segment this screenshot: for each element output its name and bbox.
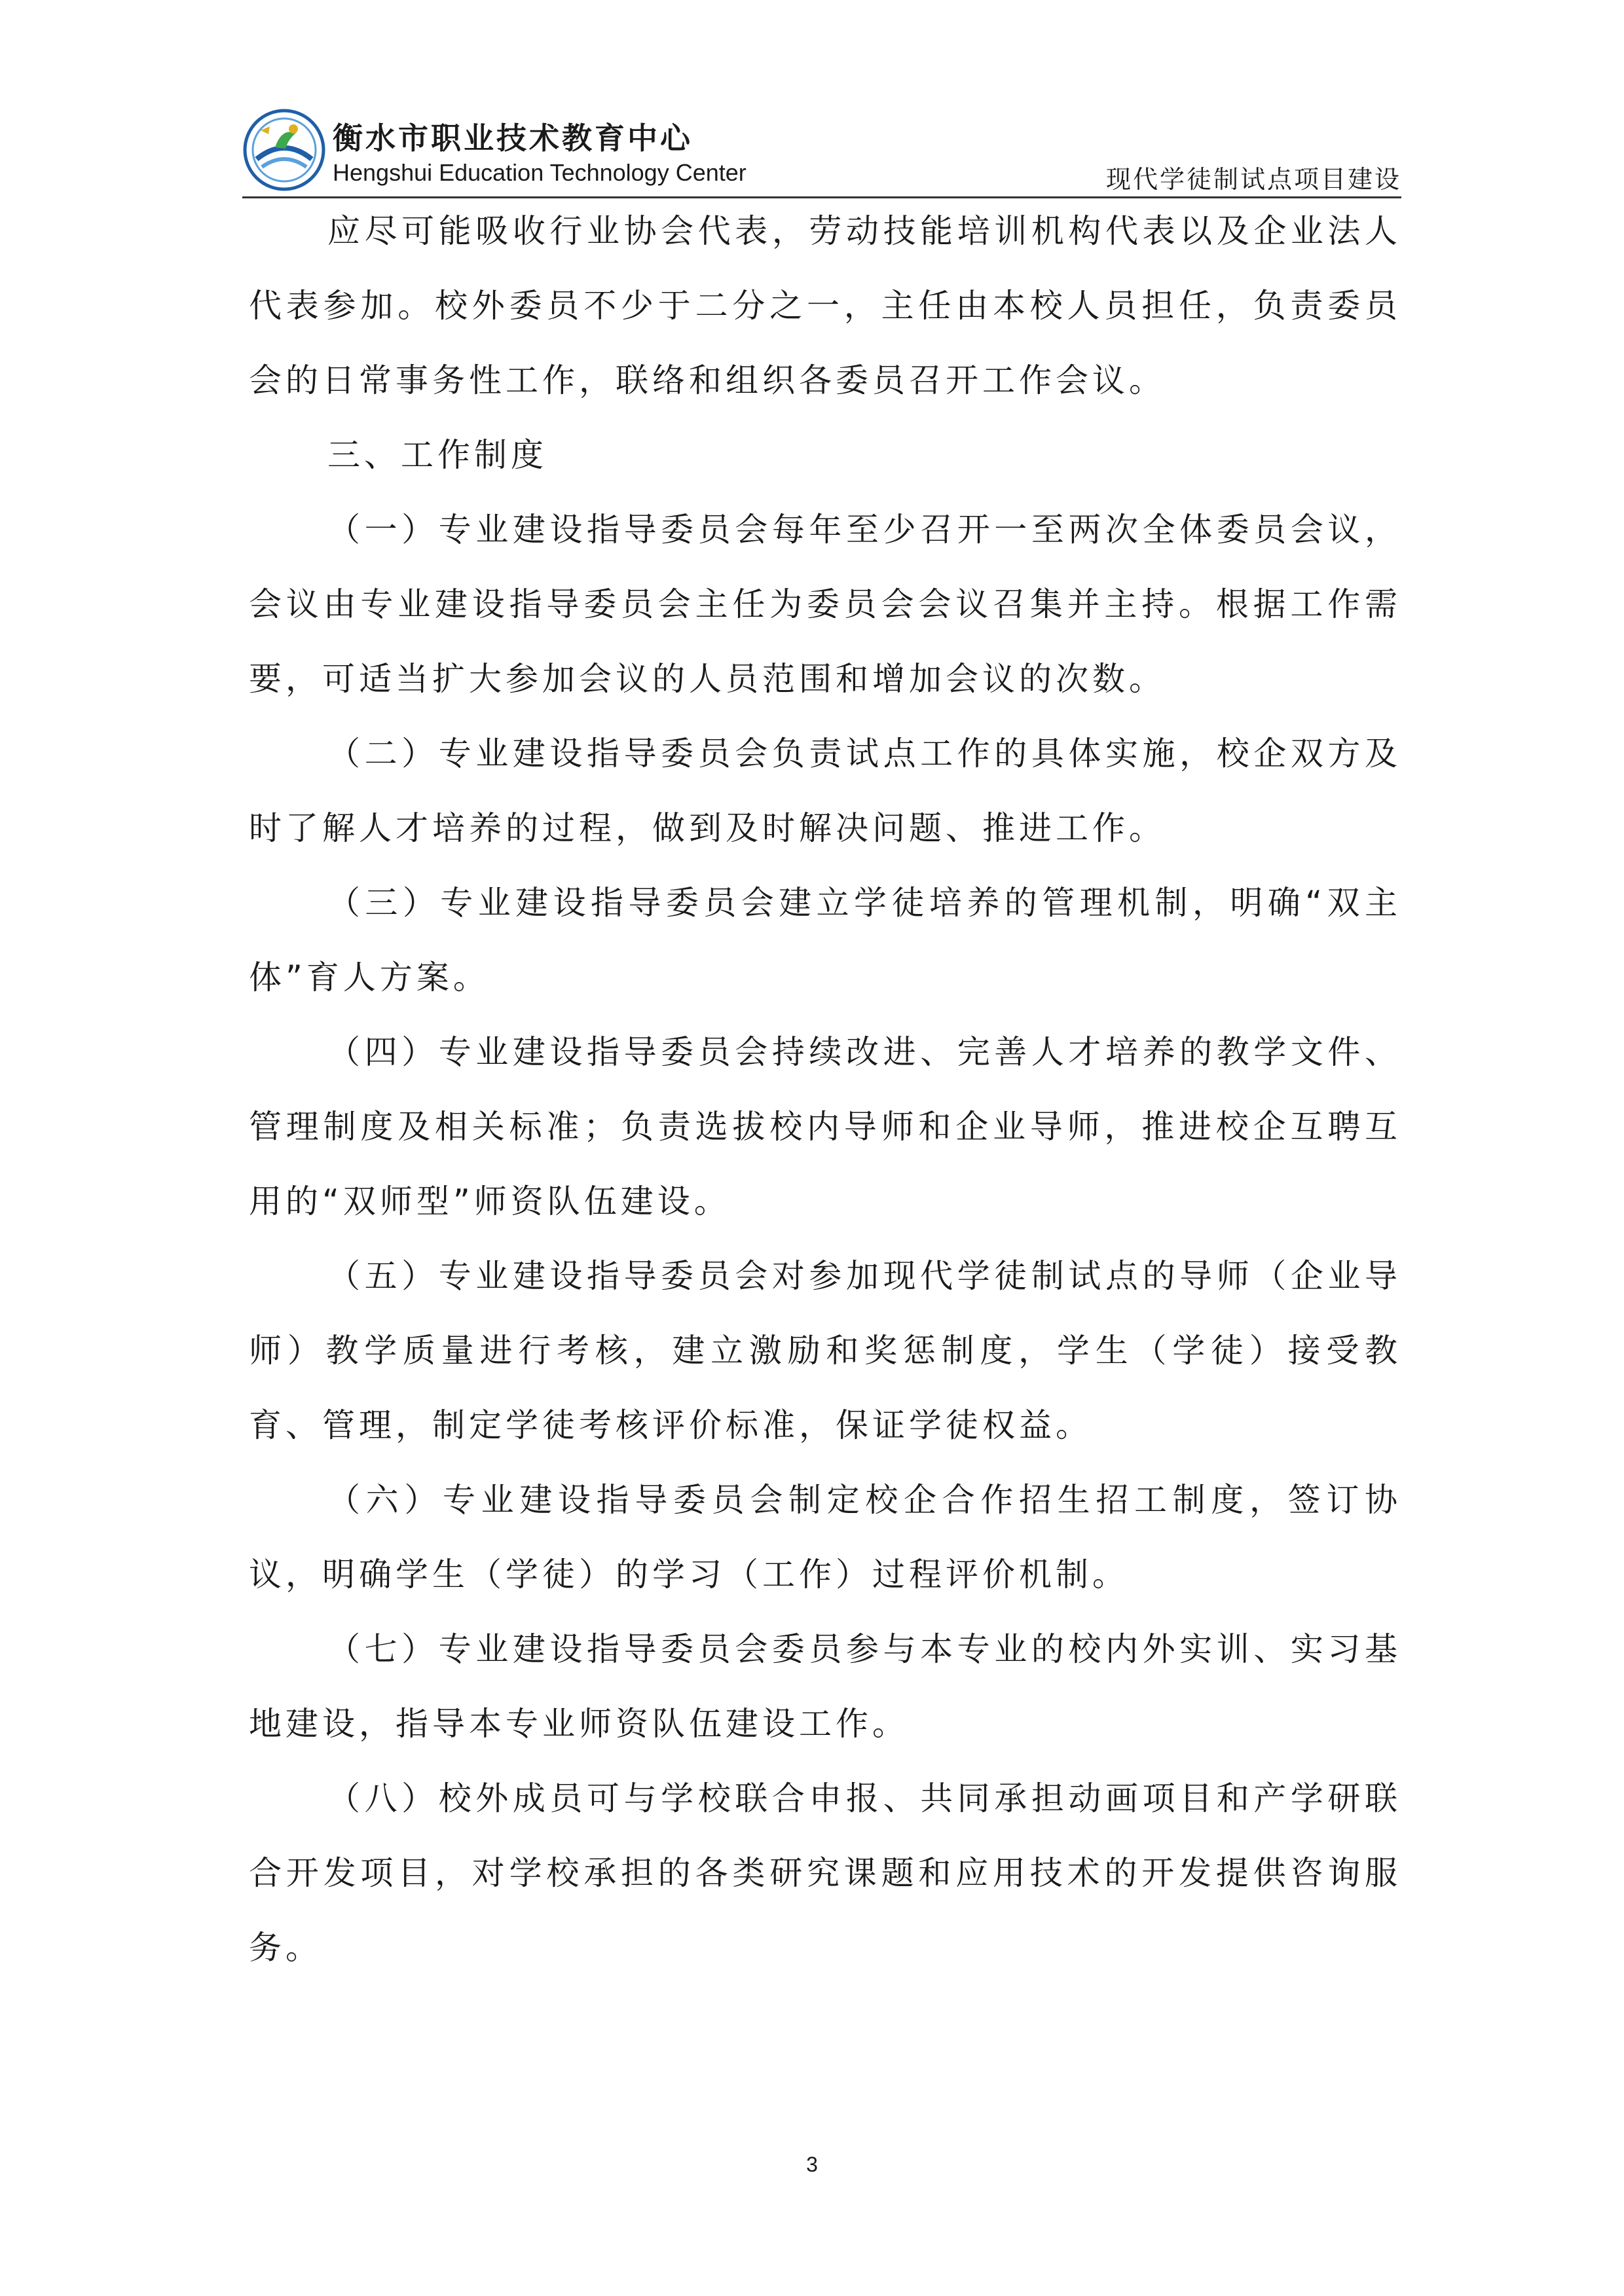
section-heading: 三、工作制度: [327, 436, 547, 474]
paragraph: （八）校外成员可与学校联合申报、共同承担动画项目和产学研联合开发项目，对学校承担的各类研究课题和应用技术的开发提供咨询服务。: [249, 1779, 1401, 1967]
page-number: 3: [806, 2153, 818, 2176]
school-emblem-icon: [242, 108, 326, 192]
project-title: 现代学徒制试点项目建设: [1105, 165, 1401, 194]
organization-name-cn: 衡水市职业技术教育中心: [333, 120, 693, 156]
paragraph: 应尽可能吸收行业协会代表，劳动技能培训机构代表以及企业法人代表参加。校外委员不少于二分之一，主任由本校人员担任，负责委员会的日常事务性工作，联络和组织各委员召开工作会议。: [249, 212, 1401, 399]
page-header: [242, 108, 1401, 200]
paragraph: （六）专业建设指导委员会制定校企合作招生招工制度，签订协议，明确学生（学徒）的学习（工作）过程评价机制。: [249, 1481, 1401, 1594]
paragraph: （一）专业建设指导委员会每年至少召开一至两次全体委员会议，会议由专业建设指导委员会主任为委员会会议召集并主持。根据工作需要，可适当扩大参加会议的人员范围和增加会议的次数。: [249, 511, 1401, 698]
organization-name-en: Hengshui Education Technology Center: [333, 159, 747, 186]
document-body: [249, 194, 1401, 1985]
paragraph: （三）专业建设指导委员会建立学徒培养的管理机制，明确“双主体”育人方案。: [249, 884, 1401, 996]
paragraph: （四）专业建设指导委员会持续改进、完善人才培养的教学文件、管理制度及相关标准；负责选拔校内导师和企业导师，推进校企互聘互用的“双师型”师资队伍建设。: [249, 1033, 1401, 1220]
paragraph: （五）专业建设指导委员会对参加现代学徒制试点的导师（企业导师）教学质量进行考核，建立激励和奖惩制度，学生（学徒）接受教育、管理，制定学徒考核评价标准，保证学徒权益。: [249, 1257, 1401, 1444]
paragraph: （七）专业建设指导委员会委员参与本专业的校内外实训、实习基地建设，指导本专业师资队伍建设工作。: [249, 1630, 1401, 1743]
paragraph: （二）专业建设指导委员会负责试点工作的具体实施，校企双方及时了解人才培养的过程，做到及时解决问题、推进工作。: [249, 735, 1401, 847]
